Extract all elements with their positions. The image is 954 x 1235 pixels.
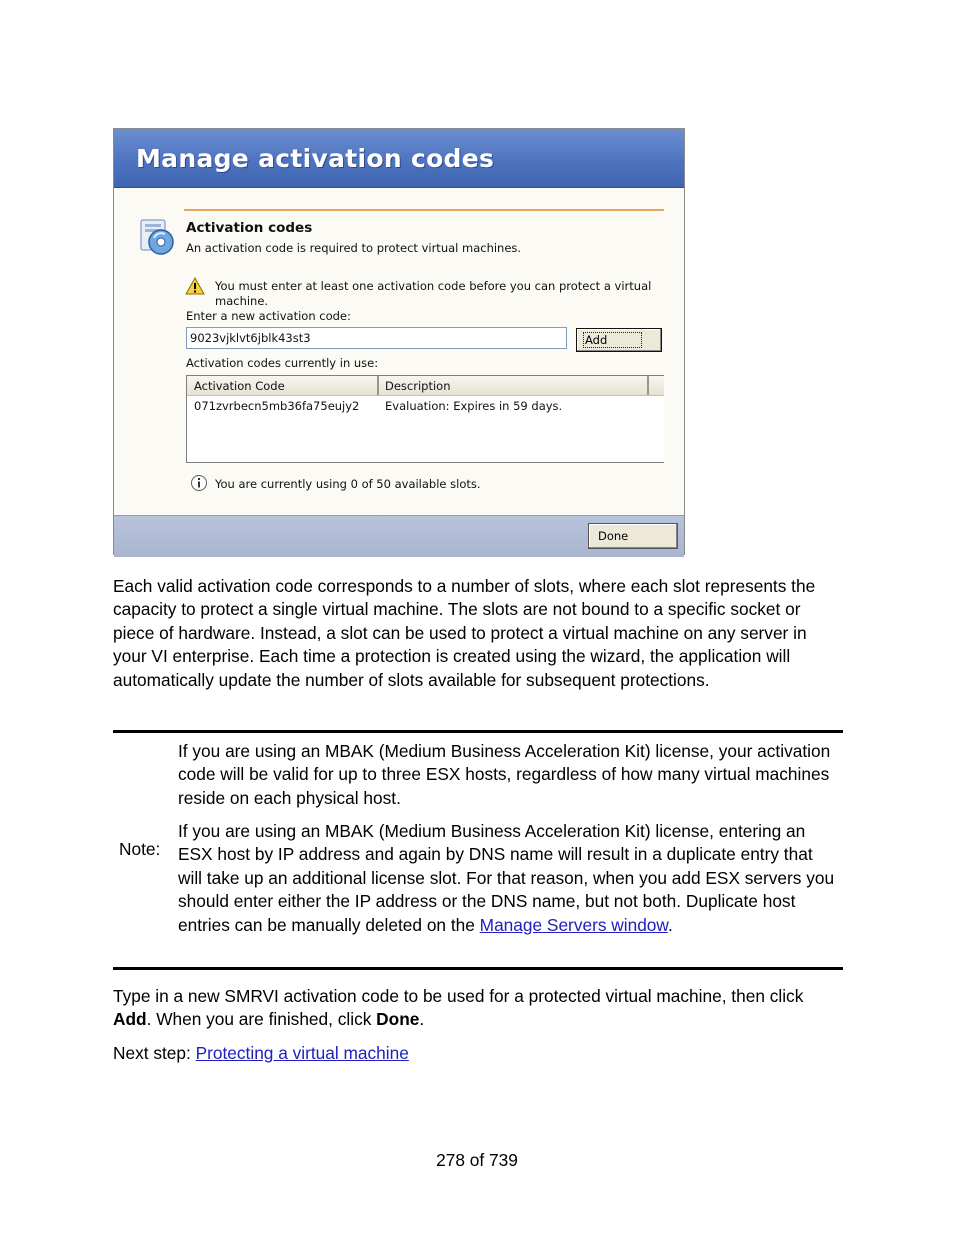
slots-explanation-paragraph: Each valid activation code corresponds to a number of slots, where each slot represents the capacity to protect a single virtual machine. The slots are not bound to a specific socket or piece of hardware. Instead, a slot can be used to protect a virtual machine on any server in your VI enterprise. Each time a protection is created using the wizard, the application will automatically update the number of slots available for subsequent protections.	[113, 576, 816, 690]
section-divider	[184, 209, 664, 211]
column-header-description[interactable]: Description	[385, 379, 451, 393]
note-duplicate-text: If you are using an MBAK (Medium Business Acceleration Kit) license, entering an ESX host by IP address and again by DNS name will result in a duplicate entry that will take up an additional license slot. For that reason, when you add ESX servers you should enter either the IP address or the DNS name, but not both. Duplicate host entries can be manually deleted on the	[178, 821, 835, 935]
protecting-vm-link[interactable]: Protecting a virtual machine	[195, 1043, 409, 1063]
activation-disc-icon	[137, 218, 177, 256]
codes-in-use-label: Activation codes currently in use:	[186, 356, 379, 370]
info-icon	[190, 474, 208, 492]
note-mbak-hosts: If you are using an MBAK (Medium Business Acceleration Kit) license, your activation code will be valid for up to three ESX hosts, regardless of how many virtual machines reside on each physical host.	[178, 741, 831, 808]
instructions-text-3: .	[419, 1009, 425, 1030]
note-duplicate-entries	[178, 820, 840, 937]
note-period: .	[667, 914, 673, 935]
done-button[interactable]: Done	[588, 523, 678, 549]
activation-codes-list[interactable]	[186, 375, 664, 463]
manage-servers-window-link[interactable]: Manage Servers window	[479, 914, 668, 935]
column-header-activation-code[interactable]: Activation Code	[194, 379, 285, 393]
note-label: Note:	[119, 839, 161, 859]
dialog-body	[114, 188, 684, 515]
next-step-paragraph	[113, 1042, 843, 1065]
section-description: An activation code is required to protect virtual machines.	[186, 241, 522, 255]
column-divider[interactable]	[377, 376, 379, 395]
instructions-text-2: . When you are finished, click	[146, 1009, 377, 1030]
warning-icon	[185, 277, 205, 295]
warning-message: You must enter at least one activation code before you can protect a virtual machine.	[215, 279, 652, 308]
new-code-label: Enter a new activation code:	[186, 309, 351, 323]
instructions-text-1: Type in a new SMRVI activation code to be used for a protected virtual machine, then click	[113, 986, 804, 1006]
note-bottom-rule	[113, 967, 843, 970]
dialog-footer	[114, 515, 684, 557]
manage-activation-codes-dialog	[113, 128, 685, 555]
page-number: 278 of 739	[436, 1150, 518, 1170]
instructions-paragraph	[113, 985, 843, 1032]
row-description[interactable]: Evaluation: Expires in 59 days.	[385, 399, 563, 413]
add-button[interactable]	[576, 328, 662, 352]
column-divider[interactable]	[647, 376, 649, 395]
dialog-header	[114, 129, 684, 188]
add-bold: Add	[113, 1009, 147, 1030]
note-top-rule	[113, 730, 843, 733]
activation-code-input[interactable]	[186, 327, 567, 349]
row-activation-code[interactable]: 071zvrbecn5mb36fa75eujy2	[194, 399, 360, 413]
dialog-title: Manage activation codes	[136, 144, 495, 173]
next-step-label: Next step:	[113, 1043, 196, 1063]
slots-usage-info: You are currently using 0 of 50 available slots.	[215, 477, 481, 491]
section-title: Activation codes	[186, 220, 313, 236]
list-header	[187, 376, 664, 396]
done-bold: Done	[376, 1009, 420, 1030]
add-button-label: Add	[583, 332, 642, 348]
